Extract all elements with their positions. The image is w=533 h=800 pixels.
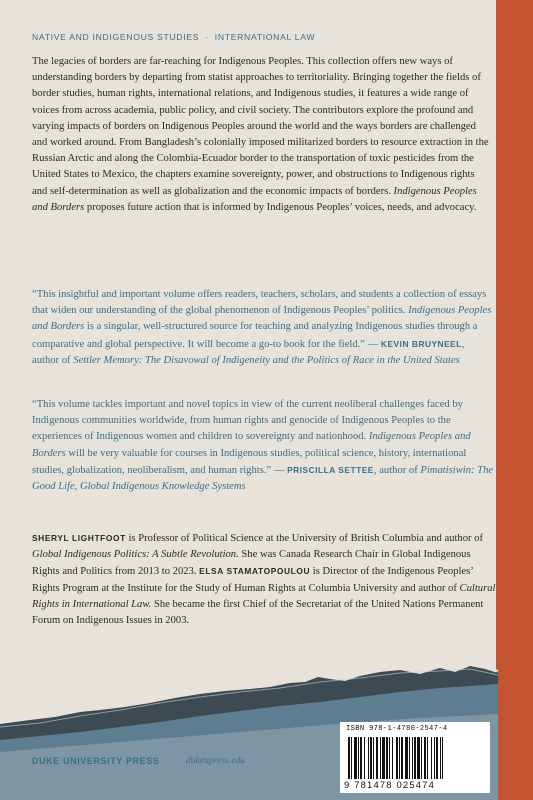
- editor-name-lightfoot: SHERYL LIGHTFOOT: [32, 533, 126, 543]
- bio-work-title: Cultural Rights in International Law.: [32, 582, 496, 610]
- barcode-bar: [380, 737, 381, 779]
- barcode-bar: [401, 737, 403, 779]
- barcode-bar: [348, 737, 350, 779]
- isbn-barcode: [340, 722, 490, 793]
- bio-text: She was Canada Research Chair in Global Indigenous Rights and Politics from 2013 to 2023.: [32, 549, 471, 578]
- description-text-end: proposes future action that is informed by Indigenous Peoples’ voices, needs, and advocacy.: [84, 201, 477, 213]
- editor-bios: [32, 530, 496, 629]
- barcode-bar: [414, 737, 416, 779]
- barcode-bar: [434, 737, 435, 779]
- barcode-bar: [442, 737, 443, 779]
- barcode-bar: [364, 737, 365, 779]
- barcode-bars: [346, 737, 482, 779]
- barcode-bar: [389, 737, 390, 779]
- quote-text-end: is a singular, well-structured source for teaching and analyzing Indigenous studies through a comparative and global perspective. It will become a go-to book for the field.”: [32, 321, 478, 350]
- barcode-bar: [417, 737, 420, 779]
- description-book-title: Indigenous Peoples and Borders: [32, 185, 477, 213]
- quote-author-work: Pimatisiwin: The Good Life, Global Indigenous Knowledge Systems: [32, 464, 494, 493]
- quote-author-of: , author of: [32, 338, 465, 366]
- barcode-bar: [431, 737, 432, 779]
- blurb-quote-2: [32, 397, 494, 495]
- barcode-bar: [373, 737, 374, 779]
- barcode-bar: [424, 737, 426, 779]
- barcode-bar: [368, 737, 369, 779]
- quote-author-work: Settler Memory: The Disavowal of Indigeneity and the Politics of Race in the United States: [73, 354, 460, 366]
- quote-text: “This insightful and important volume offers readers, teachers, scholars, and students a collection of essays that widen our understanding of the global phenomenon of Indigenous Peoples’ politics.: [32, 289, 487, 317]
- barcode-bar: [412, 737, 413, 779]
- editor-name-stamatopoulou: ELSA STAMATOPOULOU: [199, 566, 311, 577]
- barcode-bar: [405, 737, 408, 779]
- description-text: The legacies of borders are far-reaching for Indigenous Peoples. This collection offers new ways of understanding borders by departing from statist approaches to territoriality. Bringing together the fields of border studies, human rights, international relations, and Indigenous studies, it features a wide range of voices from across academia, public policy, and civil society. The contributors explore the profound and varying impacts of borders on Indigenous Peoples around the world and the ways borders are challenged and worked around. From Bangladesh’s colonially imposed militarized borders to resource extraction in the Russian Arctic and along the Colombia-Ecuador border to the transportation of toxic pesticides from the United States to Mexico, the chapters examine sovereignty, power, and obstructions to Indigenous rights and self-determination as well as globalization and the economic impacts of borders.: [32, 56, 489, 197]
- barcode-bar: [386, 737, 388, 779]
- quote-book-title: Indigenous Peoples and Borders: [32, 431, 471, 459]
- category-line: [32, 32, 315, 42]
- barcode-bar: [358, 737, 359, 779]
- quote-author: KEVIN BRUYNEEL: [380, 338, 462, 349]
- barcode-bar: [360, 737, 362, 779]
- barcode-bar: [382, 737, 385, 779]
- bio-text: is Professor of Political Science at the University of British Columbia and author of: [125, 533, 484, 544]
- quote-text-end: will be very valuable for courses in Indigenous studies, political science, history, international studies, globalization, neoliberalism, and human rights.”: [32, 447, 467, 476]
- quote-book-title: Indigenous Peoples and Borders: [32, 305, 492, 333]
- bio-text: She became the first Chief of the Secretariat of the United Nations Permanent Forum on Indigenous Issues in 2003.: [32, 598, 484, 627]
- category-separator: ·: [205, 32, 209, 42]
- isbn-label: ISBN 978-1-4780-2547-4: [346, 725, 448, 733]
- barcode-bar: [399, 737, 400, 779]
- barcode-bar: [396, 737, 398, 779]
- barcode-bar: [376, 737, 378, 779]
- barcode-bar: [427, 737, 428, 779]
- blurb-quote-1: [32, 287, 494, 369]
- barcode-bar: [436, 737, 438, 779]
- category-international-law: INTERNATIONAL LAW: [214, 32, 316, 42]
- barcode-bar: [392, 737, 393, 779]
- bio-text: is Director of the Indigenous Peoples’ Rights Program at the Institute for the Study of Human Rights at Columbia University and author of: [32, 566, 473, 594]
- publisher-name: DUKE UNIVERSITY PRESS: [32, 756, 160, 766]
- publisher-website[interactable]: dukeupress.edu: [186, 755, 246, 766]
- barcode-bar: [370, 737, 372, 779]
- book-description: [32, 54, 491, 216]
- barcode-bar: [421, 737, 422, 779]
- bio-work-title: Global Indigenous Politics: A Subtle Revolution.: [32, 549, 239, 561]
- quote-text: “This volume tackles important and novel topics in view of the current neoliberal challenges faced by Indigenous communities worldwide, from human rights and genocide of Indigenous Peoples to the experiences of Indigenous women and children to sovereignty and nationhood.: [32, 399, 463, 443]
- barcode-bar: [351, 737, 352, 779]
- category-native-studies: NATIVE AND INDIGENOUS STUDIES: [32, 32, 200, 42]
- quote-dash: —: [365, 338, 381, 350]
- quote-dash: —: [271, 464, 288, 476]
- barcode-bar: [354, 737, 357, 779]
- quote-author: PRISCILLA SETTEE: [287, 464, 374, 475]
- barcode-digits: 9 781478 025474: [344, 779, 435, 790]
- barcode-bar: [409, 737, 410, 779]
- quote-author-of: , author of: [373, 464, 421, 476]
- barcode-bar: [440, 737, 441, 779]
